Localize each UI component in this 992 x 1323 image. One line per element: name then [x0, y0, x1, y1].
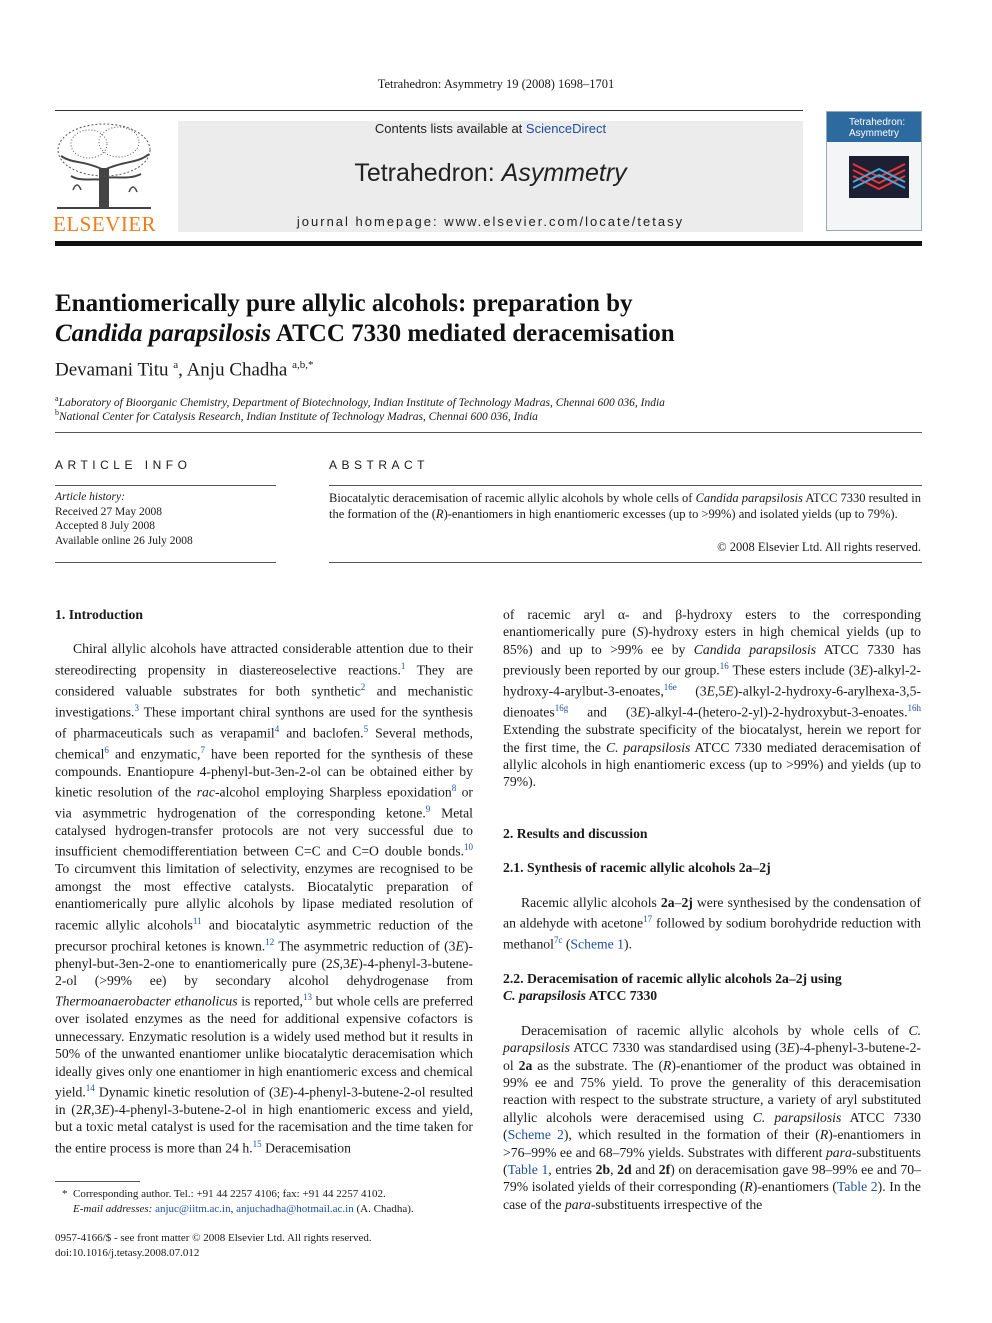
email-link[interactable]: anjuchadha@hotmail.ac.in	[236, 1202, 354, 1215]
scheme-link[interactable]: Scheme 1	[570, 936, 625, 952]
article-info-heading: ARTICLE INFO	[55, 458, 192, 472]
divider	[55, 485, 276, 486]
paragraph: Racemic allylic alcohols 2a–2j were synthesised by the condensation of an aldehyde with acetone$^{17}$ followed by sodium borohydride reduction with methanol$^{7c}$ (Scheme 1).	[503, 894, 921, 952]
masthead-rule	[55, 241, 922, 246]
divider	[55, 562, 276, 563]
elsevier-tree-icon	[53, 120, 155, 212]
copyright: © 2008 Elsevier Ltd. All rights reserved.	[717, 540, 921, 554]
scheme-link[interactable]: Scheme 2	[507, 1127, 564, 1143]
author-name: Anju Chadha	[186, 359, 288, 381]
corresponding-footnote: * Corresponding author. Tel.: +91 44 2257 4106; fax: +91 44 2257 4102. E-mail addresses: anjuc@iitm.ac.in, anjuchadha@hotmail.ac.in (A. Chadha).	[62, 1188, 414, 1215]
table-link[interactable]: Table 2	[836, 1179, 878, 1195]
cover-title: Tetrahedron: Asymmetry	[849, 117, 906, 139]
subsection-heading: 2.2. Deracemisation of racemic allylic alcohols 2a–2j using C. parapsilosis ATCC 7330	[503, 970, 842, 1004]
author-list: Devamani Titu $^a$, Anju Chadha $^{a,b,*}$	[55, 359, 314, 381]
journal-name: Tetrahedron: Asymmetry	[354, 159, 627, 187]
header-rule	[55, 110, 803, 111]
section-heading: 1. Introduction	[55, 607, 143, 622]
journal-homepage[interactable]: journal homepage: www.elsevier.com/locate/tetasy	[296, 214, 685, 229]
cover-graphic	[849, 156, 909, 198]
journal-banner	[178, 121, 803, 232]
abstract-heading: ABSTRACT	[329, 458, 430, 472]
article-title: Enantiomerically pure allylic alcohols: preparation by Candida parapsilosis ATCC 7330 mediated deracemisation	[55, 290, 675, 347]
doi[interactable]: doi:10.1016/j.tetasy.2008.07.012	[55, 1246, 200, 1259]
elsevier-logo	[53, 120, 155, 235]
footnote-rule	[55, 1181, 140, 1182]
article-history: Article history: Received 27 May 2008 Accepted 8 July 2008 Available online 26 July 2008	[55, 491, 193, 547]
divider	[55, 432, 922, 433]
contents-line: Contents lists available at ScienceDirect	[374, 121, 607, 136]
paragraph: Chiral allylic alcohols have attracted considerable attention due to their stereodirecting propensity in diastereoselective reactions.$^1$ They are considered valuable substrates for both synthetic$^2$ and mechanistic investigations.$^3$ These important chiral synthons are used for the synthesis of pharmaceuticals such as verapamil$^4$ and baclofen.$^5$ Several methods, chemical$^6$ and enzymatic,$^7$ have been reported for the synthesis of these compounds. Enantiopure 4-phenyl-but-3en-2-ol can be obtained either by kinetic resolution of the rac-alcohol employing Sharpless epoxidation$^8$ or via asymmetric hydrogenation of the corresponding ketone.$^9$ Metal catalysed hydrogen-transfer protocols are not very successful due to insufficient chemodifferentiation between C=C and C=O double bonds.$^{10}$ To circumvent this limitation of selectivity, enzymes are recognised to be amongst the most effective catalysts. Biocatalytic preparation of enantiomerically pure allylic alcohols by lipase mediated resolution of racemic allylic alcohols$^{11}$ and biocatalytic asymmetric reduction of the precursor prochiral ketones is known.$^{12}$ The asymmetric reduction of (3E)-phenyl-but-3en-2-one to enantiomerically pure (2S,3E)-4-phenyl-3-butene-2-ol (>99% ee) by secondary alcohol dehydrogenase from Thermoanaerobacter ethanolicus is reported,$^{13}$ but whole cells are preferred over isolated enzymes as the need for additional expensive cofactors is unnecessary. Enzymatic resolution is a widely used method but it results in 50% of the unwanted enantiomer unlike biocatalytic deracemisation which ideally gives only one enantiomer in high enantiomeric excess and chemical yield.$^{14}$ Dynamic kinetic resolution of (3E)-4-phenyl-3-butene-2-ol resulted in (2R,3E)-4-phenyl-3-butene-2-ol in high enantiomeric excess and yield, but a toxic metal catalyst is used for the racemisation and the time taken for the entire process is more than 24 h.$^{15}$ Deracemisation	[55, 641, 474, 1156]
affiliation-b: $^b$National Center for Catalysis Research, Indian Institute of Technology Madras, Chennai 600 036, India	[55, 408, 538, 423]
left-column	[55, 606, 473, 1157]
right-column	[503, 606, 921, 1213]
sciencedirect-link[interactable]: ScienceDirect	[525, 121, 607, 136]
email-link[interactable]: anjuc@iitm.ac.in	[155, 1202, 231, 1215]
section-heading: 2. Results and discussion	[503, 825, 648, 841]
subsection-heading: 2.1. Synthesis of racemic allylic alcohols 2a–2j	[503, 860, 771, 876]
paragraph: Deracemisation of racemic allylic alcohols by whole cells of C. parapsilosis ATCC 7330 was standardised using (3E)-4-phenyl-3-butene-2-ol 2a as the substrate. The (R)-enantiomer of the product was obtained in 99% ee and 75% yield. To prove the generality of this deracemisation reaction with respect to the substrate structure, a variety of aryl substituted allylic alcohols were deracemised using C. parapsilosis ATCC 7330 (Scheme 2), which resulted in the formation of their (R)-enantiomers in >76–99% ee and 68–79% yields. Substrates with different para-substituents (Table 1, entries 2b, 2d and 2f) on deracemisation gave 98–99% ee and 70–79% isolated yields of their corresponding (R)-enantiomers (Table 2). In the case of the para-substituents irrespective of the	[503, 1022, 922, 1212]
abstract-text: Biocatalytic deracemisation of racemic allylic alcohols by whole cells of Candida parapsilosis ATCC 7330 resulted in the formation of the (R)-enantiomers in high enantiomeric excesses (up to >99%) and isolated yields (up to 79%). © 2008 Elsevier Ltd. All rights reserved.	[329, 491, 922, 554]
divider	[329, 562, 922, 563]
paragraph: of racemic aryl α- and β-hydroxy esters to the corresponding enantiomerically pure (S)-hydroxy esters in high chemical yields (up to 85%) and up to >99% ee by Candida parapsilosis ATCC 7330 has previously been reported by our group.$^{16}$ These esters include (3E)-alkyl-2-hydroxy-4-arylbut-3-enoates,$^{16e}$ (3E,5E)-alkyl-2-hydroxy-6-arylhexa-3,5-dienoates$^{16g}$ and (3E)-alkyl-4-(hetero-2-yl)-2-hydroxybut-3-enoates.$^{16h}$ Extending the substrate specificity of the biocatalyst, herein we report for the first time, the C. parapsilosis ATCC 7330 mediated deracemisation of allylic alcohols in high enantiomeric excess (up to >99%) and yields (up to 79%).	[503, 607, 921, 790]
journal-cover-image	[826, 111, 922, 231]
divider	[329, 485, 922, 486]
front-matter: 0957-4166/$ - see front matter © 2008 Elsevier Ltd. All rights reserved. doi:10.1016/j.tetasy.2008.07.012	[55, 1232, 372, 1259]
affiliation-a: $^a$Laboratory of Bioorganic Chemistry, Department of Biotechnology, Indian Institute of Technology Madras, Chennai 600 036, India	[55, 394, 665, 409]
running-head: Tetrahedron: Asymmetry 19 (2008) 1698–1701	[377, 77, 615, 91]
table-link[interactable]: Table 1	[507, 1161, 549, 1177]
elsevier-wordmark: ELSEVIER	[53, 212, 157, 236]
author-name: Devamani Titu	[55, 359, 169, 381]
